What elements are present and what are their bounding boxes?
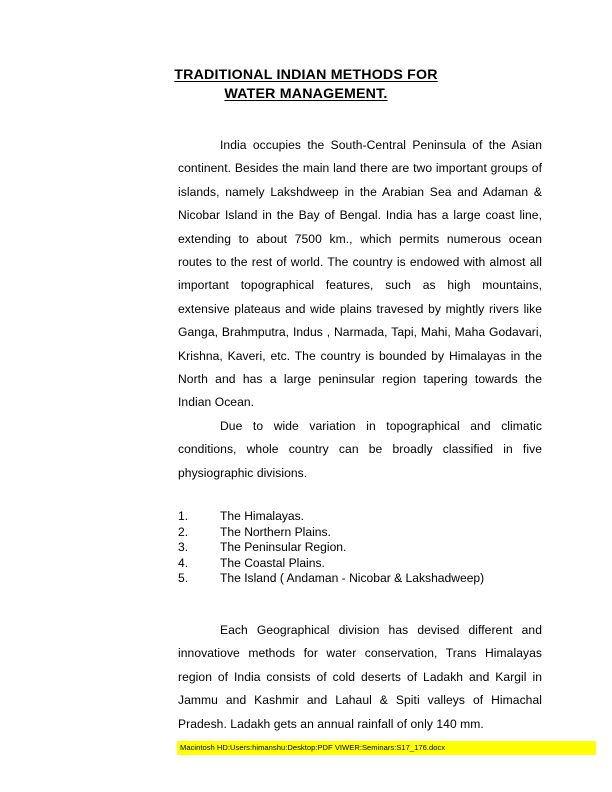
list-item-label: The Coastal Plains. xyxy=(220,555,325,570)
list-item xyxy=(178,509,542,525)
list-item xyxy=(178,525,542,541)
list-item-number: 3. xyxy=(178,540,189,555)
list-item-number: 4. xyxy=(178,555,189,570)
title-line-1-text: TRADITIONAL INDIAN METHODS FOR xyxy=(174,67,438,83)
list-item xyxy=(178,540,542,556)
page-title xyxy=(72,66,540,104)
document-body xyxy=(178,134,542,736)
spacer-before-list xyxy=(178,485,542,509)
title-line-2-text: WATER MANAGEMENT. xyxy=(224,86,388,102)
divisions-list xyxy=(178,509,542,587)
list-item-number: 2. xyxy=(178,524,189,539)
paragraph-intro: India occupies the South-Central Peninsula of the Asian continent. Besides the main land there are two important groups of islands, namely Lakshdweep in the Arabian Sea and Adaman & Nicobar Island in the Bay of Bengal. India has a large coast line, extending to about 7500 km., which permits numerous ocean routes to the rest of world. The country is endowed with almost all important topographical features, such as high mountains, extensive plateaus and wide plains travesed by mightly rivers like Ganga, Brahmputra, Indus , Narmada, Tapi, Mahi, Maha Godavari, Krishna, Kaveri, etc. The country is bounded by Himalayas in the North and has a large peninsular region tapering towards the Indian Ocean. xyxy=(178,138,542,410)
list-item-label: The Island ( Andaman - Nicobar & Lakshadweep) xyxy=(220,571,485,586)
list-item-number: 1. xyxy=(178,509,189,524)
list-item-label: The Northern Plains. xyxy=(220,524,331,539)
spacer-after-list xyxy=(178,587,542,619)
list-item-label: The Himalayas. xyxy=(220,509,305,524)
list-item xyxy=(178,571,542,587)
list-item-label: The Peninsular Region. xyxy=(220,540,347,555)
title-line-1 xyxy=(72,66,540,85)
list-item-number: 5. xyxy=(178,571,189,586)
paragraph-divisions-intro: Due to wide variation in topographical and climatic conditions, whole country can be broadly classified in five physiographic divisions. xyxy=(178,418,542,480)
title-line-2 xyxy=(72,85,540,104)
list-item xyxy=(178,556,542,572)
footer-file-path: Macintosh HD:Users:himanshu:Desktop:PDF VIWER:Seminars:S17_176.docx xyxy=(180,743,446,752)
paragraph-conservation: Each Geographical division has devised different and innovatiove methods for water conservation, Trans Himalayas region of India consists of cold deserts of Ladakh and Kargil in Jammu and Kashmir and Lahaul & Spiti valleys of Himachal Pradesh. Ladakh gets an annual rainfall of only 140 mm. xyxy=(178,623,542,731)
